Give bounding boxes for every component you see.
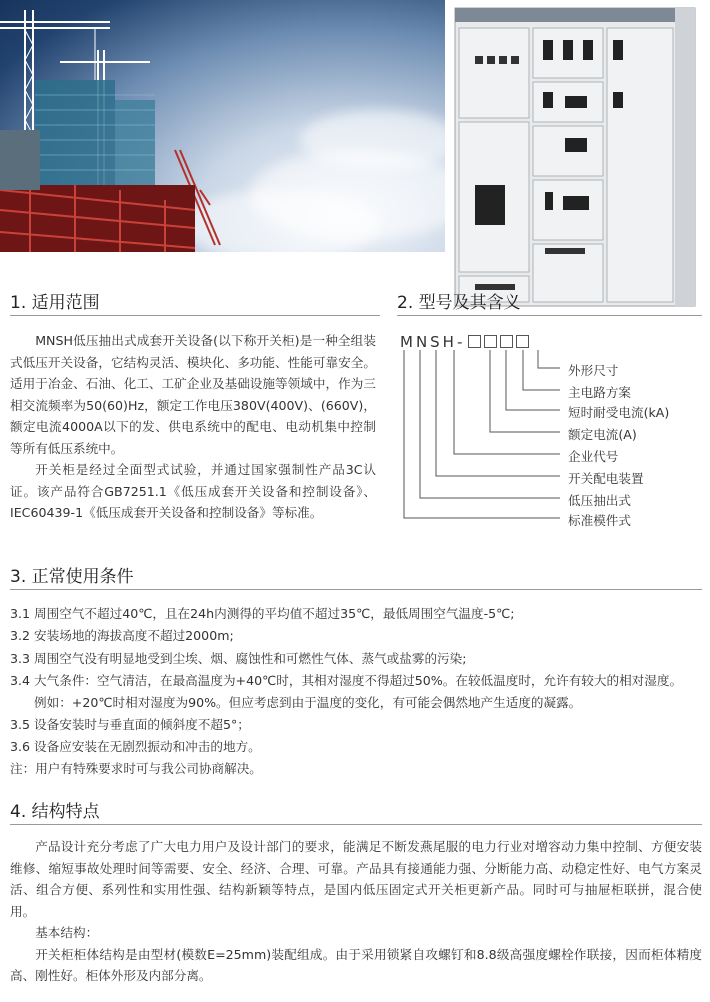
model-label: 开关配电装置 (568, 471, 644, 486)
condition-item: 3.5 设备安装时与垂直面的倾斜度不超5°； (10, 717, 250, 732)
model-code-diagram (398, 350, 578, 560)
model-label: 企业代号 (568, 449, 619, 464)
switchgear-cabinet-photo (445, 0, 710, 312)
condition-item: 3.1 周围空气不超过40℃，且在24h内测得的平均值不超过35℃，最低周围空气温度-5℃; (10, 606, 515, 621)
scope-paragraph-1: MNSH低压抽出式成套开关设备(以下称开关柜)是一种全组装式低压开关设备，它结构灵活、模块化、多功能、性能可靠安全。适用于冶金、石油、化工、工矿企业及基础设施等领域中，作为三相交流频率为50(60)Hz，额定工作电压380V(400V)、(660V)，额定电流4000A以下的发、供电系统中的配电、电动机集中控制等所有低压系统中。 (10, 333, 376, 456)
switchgear-cabinet-illustration (445, 0, 710, 312)
model-code (400, 333, 529, 351)
model-label: 额定电流(A) (568, 427, 637, 442)
condition-item: 3.6 设备应安装在无剧烈振动和冲击的地方。 (10, 739, 261, 754)
section-divider (10, 589, 702, 590)
section-divider (10, 824, 702, 825)
scope-text (10, 330, 376, 524)
construction-site-illustration (0, 0, 460, 252)
model-label: 外形尺寸 (568, 363, 619, 378)
condition-item: 例如：+20℃时相对湿度为90%。但应考虑到由于温度的变化，有可能会偶然地产生适度的凝露。 (34, 695, 582, 710)
model-label: 标准模件式 (568, 513, 631, 528)
section-divider (397, 315, 702, 316)
model-label: 主电路方案 (568, 385, 631, 400)
section-title-scope: 1. 适用范围 (10, 293, 100, 313)
section-title-model: 2. 型号及其含义 (397, 293, 521, 313)
model-label: 短时耐受电流(kA) (568, 405, 670, 420)
structure-text (10, 836, 702, 987)
section-title-conditions: 3. 正常使用条件 (10, 567, 134, 587)
section-title-structure: 4. 结构特点 (10, 802, 100, 822)
condition-item: 注：用户有特殊要求时可与我公司协商解决。 (10, 761, 262, 776)
model-label: 低压抽出式 (568, 493, 631, 508)
structure-paragraph-1: 产品设计充分考虑了广大电力用户及设计部门的要求，能满足不断发燕尾服的电力行业对增容动力集中控制、方便安装维修、缩短事故处理时间等需要、安全、经济、合理、可靠。产品具有接通能力强、分断能力高、动稳定性好、电气方案灵活、组合方便、系列性和实用性强、结构新颖等特点，是国内低压固定式开关柜更新产品。同时可与抽屉柜联拼，混合使用。 (10, 839, 702, 919)
condition-item: 3.2 安装场地的海拔高度不超过2000m; (10, 628, 234, 643)
scope-paragraph-2: 开关柜是经过全面型式试验，并通过国家强制性产品3C认证。该产品符合GB7251.1《低压成套开关设备和控制设备》、IEC60439-1《低压成套开关设备和控制设备》等标准。 (10, 462, 376, 520)
model-code-text: MNSH- (400, 333, 466, 351)
condition-item: 3.3 周围空气没有明显地受到尘埃、烟、腐蚀性和可燃性气体、蒸气或盐雾的污染; (10, 651, 467, 666)
section-divider (10, 315, 380, 316)
condition-item: 3.4 大气条件：空气清洁，在最高温度为+40℃时，其相对湿度不得超过50%。在较低温度时，允许有较大的相对湿度。 (10, 673, 683, 688)
structure-paragraph-2: 基本结构： (35, 925, 99, 940)
structure-paragraph-3: 开关柜柜体结构是由型材(模数E=25mm)装配组成。由于采用锁紧自攻螺钉和8.8级高强度螺栓作联接，因而柜体精度高、刚性好。柜体外形及内部分离。 (10, 946, 702, 983)
